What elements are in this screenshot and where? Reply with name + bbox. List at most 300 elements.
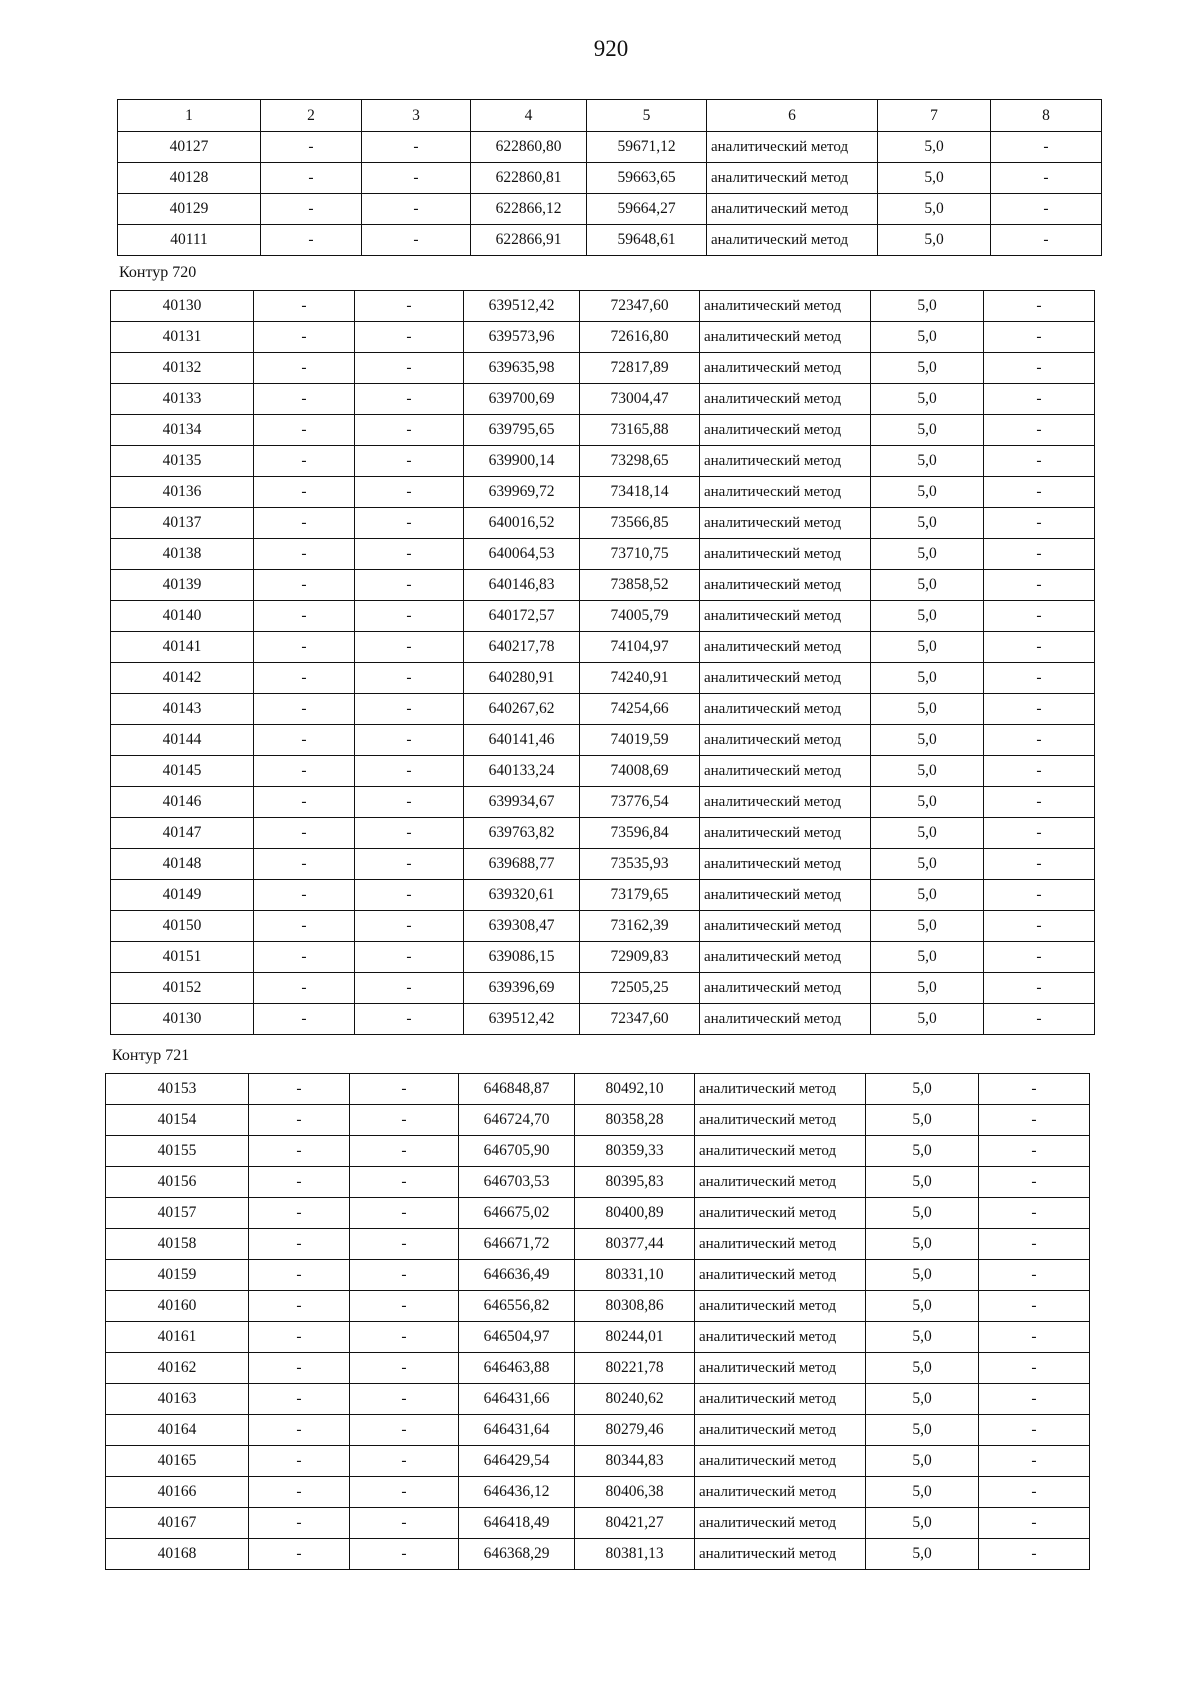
table-row — [118, 194, 1102, 225]
table-cell: 40137 — [111, 508, 254, 539]
table-cell: - — [261, 132, 362, 163]
table-cell: 5,0 — [871, 911, 984, 942]
table-cell: 40131 — [111, 322, 254, 353]
table-cell: 73776,54 — [580, 787, 700, 818]
table-cell: 646675,02 — [459, 1198, 575, 1229]
table-cell: аналитический метод — [695, 1415, 866, 1446]
table-cell: 639396,69 — [464, 973, 580, 1004]
table-cell: аналитический метод — [700, 353, 871, 384]
table-cell: аналитический метод — [700, 508, 871, 539]
table-cell: - — [979, 1136, 1090, 1167]
table-cell: - — [991, 225, 1102, 256]
table-cell: 40135 — [111, 446, 254, 477]
table-cell: 7 — [878, 100, 991, 132]
table-row — [111, 1004, 1095, 1035]
table-cell: 40111 — [118, 225, 261, 256]
table-cell: 73566,85 — [580, 508, 700, 539]
table-cell: 639969,72 — [464, 477, 580, 508]
table-cell: 59648,61 — [587, 225, 707, 256]
table-cell: 73858,52 — [580, 570, 700, 601]
table-row — [111, 632, 1095, 663]
table-row — [106, 1198, 1090, 1229]
table-cell: - — [350, 1198, 459, 1229]
table-cell: 40156 — [106, 1167, 249, 1198]
table-cell: аналитический метод — [700, 756, 871, 787]
table-cell: 40139 — [111, 570, 254, 601]
table-cell: 646431,66 — [459, 1384, 575, 1415]
table-cell: 40136 — [111, 477, 254, 508]
table-cell: 5,0 — [871, 725, 984, 756]
table-cell: 5,0 — [878, 225, 991, 256]
table-cell: 80421,27 — [575, 1508, 695, 1539]
table-cell: - — [261, 163, 362, 194]
table-cell: 8 — [991, 100, 1102, 132]
table-row — [111, 818, 1095, 849]
table-cell: 5,0 — [871, 570, 984, 601]
table-row — [106, 1353, 1090, 1384]
table-cell: 639700,69 — [464, 384, 580, 415]
table-cell: - — [254, 880, 355, 911]
table-cell: - — [249, 1074, 350, 1105]
table-cell: - — [254, 508, 355, 539]
table-cell: - — [355, 787, 464, 818]
table-body — [118, 100, 1102, 256]
table-cell: 40167 — [106, 1508, 249, 1539]
table-cell: - — [355, 477, 464, 508]
table-cell: - — [355, 911, 464, 942]
table-cell: 40165 — [106, 1446, 249, 1477]
table-cell: 622860,80 — [471, 132, 587, 163]
table-row — [111, 756, 1095, 787]
table-cell: 40166 — [106, 1477, 249, 1508]
table-cell: - — [254, 849, 355, 880]
table-cell: - — [355, 415, 464, 446]
table-cell: 5,0 — [871, 880, 984, 911]
table-cell: - — [249, 1508, 350, 1539]
table-cell: 6 — [707, 100, 878, 132]
table-cell: - — [355, 539, 464, 570]
table-cell: - — [979, 1353, 1090, 1384]
table-cell: 73004,47 — [580, 384, 700, 415]
table-cell: 72817,89 — [580, 353, 700, 384]
table-cell: аналитический метод — [700, 539, 871, 570]
table-cell: аналитический метод — [695, 1322, 866, 1353]
table-cell: 639635,98 — [464, 353, 580, 384]
table-cell: - — [249, 1446, 350, 1477]
table-cell: - — [979, 1384, 1090, 1415]
table-cell: 72347,60 — [580, 291, 700, 322]
table-cell: 80240,62 — [575, 1384, 695, 1415]
table-cell: 5,0 — [866, 1167, 979, 1198]
table-cell: 639795,65 — [464, 415, 580, 446]
table-cell: 622866,12 — [471, 194, 587, 225]
table-cell: 5,0 — [871, 663, 984, 694]
table-cell: - — [984, 601, 1095, 632]
table-cell: аналитический метод — [695, 1198, 866, 1229]
table-cell: 40129 — [118, 194, 261, 225]
table-cell: 40160 — [106, 1291, 249, 1322]
table-cell: - — [979, 1229, 1090, 1260]
table-row — [111, 973, 1095, 1004]
table-cell: аналитический метод — [700, 632, 871, 663]
table-cell: - — [979, 1260, 1090, 1291]
table-cell: - — [254, 632, 355, 663]
table-cell: аналитический метод — [700, 1004, 871, 1035]
table-row — [111, 477, 1095, 508]
table-cell: аналитический метод — [700, 570, 871, 601]
table-cell: - — [249, 1539, 350, 1570]
table-cell: 40133 — [111, 384, 254, 415]
table-cell: 5,0 — [866, 1260, 979, 1291]
table-cell: аналитический метод — [695, 1477, 866, 1508]
table-row — [106, 1167, 1090, 1198]
table-cell: 40134 — [111, 415, 254, 446]
table-cell: 74254,66 — [580, 694, 700, 725]
table-cell: 5,0 — [866, 1105, 979, 1136]
table-cell: - — [350, 1291, 459, 1322]
table-cell: 80358,28 — [575, 1105, 695, 1136]
table-cell: - — [350, 1322, 459, 1353]
table-row — [106, 1229, 1090, 1260]
table-cell: 5,0 — [866, 1508, 979, 1539]
table-cell: - — [350, 1229, 459, 1260]
table-cell: 5,0 — [871, 942, 984, 973]
table-cell: - — [355, 880, 464, 911]
table-cell: 80279,46 — [575, 1415, 695, 1446]
table-row — [111, 322, 1095, 353]
table-cell: 40149 — [111, 880, 254, 911]
table-cell: 40148 — [111, 849, 254, 880]
table-cell: - — [249, 1136, 350, 1167]
table-cell: 5,0 — [866, 1229, 979, 1260]
table-row — [111, 446, 1095, 477]
table-cell: аналитический метод — [707, 225, 878, 256]
table-cell: - — [350, 1384, 459, 1415]
table-cell: - — [350, 1167, 459, 1198]
table-cell: 40138 — [111, 539, 254, 570]
table-row — [111, 570, 1095, 601]
table-cell: 5,0 — [871, 849, 984, 880]
table-cell: 640172,57 — [464, 601, 580, 632]
table-cell: - — [984, 415, 1095, 446]
section-label-kontur-721: Контур 721 — [112, 1047, 190, 1064]
table-cell: - — [261, 225, 362, 256]
table-cell: 5,0 — [871, 291, 984, 322]
table-cell: - — [355, 384, 464, 415]
table-cell: 3 — [362, 100, 471, 132]
table-cell: 640133,24 — [464, 756, 580, 787]
table-cell: аналитический метод — [700, 415, 871, 446]
table-cell: 5 — [587, 100, 707, 132]
table-cell: - — [979, 1415, 1090, 1446]
table-cell: - — [984, 911, 1095, 942]
table-cell: - — [984, 818, 1095, 849]
table-cell: 640141,46 — [464, 725, 580, 756]
table-cell: - — [355, 446, 464, 477]
table-cell: 80492,10 — [575, 1074, 695, 1105]
table-cell: 73298,65 — [580, 446, 700, 477]
table-cell: 5,0 — [871, 539, 984, 570]
table-cell: - — [979, 1198, 1090, 1229]
table-cell: - — [979, 1508, 1090, 1539]
table-cell: 640217,78 — [464, 632, 580, 663]
table-cell: - — [979, 1477, 1090, 1508]
table-cell: 646418,49 — [459, 1508, 575, 1539]
table-row — [106, 1446, 1090, 1477]
table-cell: - — [984, 756, 1095, 787]
table-cell: - — [249, 1167, 350, 1198]
table-cell: 40155 — [106, 1136, 249, 1167]
table-cell: - — [254, 911, 355, 942]
table-cell: аналитический метод — [700, 291, 871, 322]
table-cell: - — [254, 353, 355, 384]
table-cell: - — [362, 163, 471, 194]
table-row — [106, 1260, 1090, 1291]
table-cell: - — [355, 291, 464, 322]
table-cell: 80400,89 — [575, 1198, 695, 1229]
table-cell: - — [249, 1229, 350, 1260]
table-cell: 5,0 — [871, 787, 984, 818]
table-cell: аналитический метод — [700, 725, 871, 756]
table-cell: 5,0 — [871, 973, 984, 1004]
table-cell: 40154 — [106, 1105, 249, 1136]
table-cell: - — [984, 477, 1095, 508]
table-cell: 5,0 — [878, 163, 991, 194]
table-cell: 59664,27 — [587, 194, 707, 225]
table-cell: - — [991, 194, 1102, 225]
table-row — [118, 132, 1102, 163]
table-cell: аналитический метод — [707, 163, 878, 194]
table-cell: - — [350, 1446, 459, 1477]
table-cell: - — [261, 194, 362, 225]
table-cell: 5,0 — [866, 1353, 979, 1384]
table-cell: - — [254, 570, 355, 601]
table-cell: 73179,65 — [580, 880, 700, 911]
table-body — [111, 291, 1095, 1035]
table-cell: - — [355, 632, 464, 663]
table-cell: 646368,29 — [459, 1539, 575, 1570]
table-cell: - — [254, 756, 355, 787]
table-cell: 639688,77 — [464, 849, 580, 880]
table-cell: аналитический метод — [700, 911, 871, 942]
table-cell: - — [984, 942, 1095, 973]
table-cell: 80406,38 — [575, 1477, 695, 1508]
table-cell: аналитический метод — [695, 1539, 866, 1570]
table-cell: 40130 — [111, 1004, 254, 1035]
table-cell: 646636,49 — [459, 1260, 575, 1291]
table-cell: 80359,33 — [575, 1136, 695, 1167]
table-cell: аналитический метод — [695, 1260, 866, 1291]
table-cell: 59671,12 — [587, 132, 707, 163]
table-cell: 40168 — [106, 1539, 249, 1570]
table-cell: - — [355, 601, 464, 632]
table-cell: 74008,69 — [580, 756, 700, 787]
table-cell: 80244,01 — [575, 1322, 695, 1353]
table-cell: - — [254, 539, 355, 570]
table-cell: - — [254, 291, 355, 322]
table-cell: - — [254, 322, 355, 353]
table-cell: 646436,12 — [459, 1477, 575, 1508]
table-cell: 646703,53 — [459, 1167, 575, 1198]
table-cell: 5,0 — [871, 694, 984, 725]
table-cell: - — [979, 1105, 1090, 1136]
table-row — [106, 1105, 1090, 1136]
table-cell: 5,0 — [866, 1322, 979, 1353]
coordinates-table-kontur-721 — [105, 1073, 1090, 1570]
table-cell: - — [350, 1074, 459, 1105]
table-cell: 5,0 — [866, 1477, 979, 1508]
table-cell: - — [984, 539, 1095, 570]
table-cell: 73596,84 — [580, 818, 700, 849]
table-cell: - — [254, 477, 355, 508]
table-cell: аналитический метод — [695, 1074, 866, 1105]
table-cell: 5,0 — [871, 477, 984, 508]
table-cell: - — [355, 570, 464, 601]
table-cell: 622860,81 — [471, 163, 587, 194]
table-cell: 73162,39 — [580, 911, 700, 942]
table-cell: - — [249, 1291, 350, 1322]
table-cell: 40163 — [106, 1384, 249, 1415]
table-row — [111, 539, 1095, 570]
table-cell: - — [991, 132, 1102, 163]
table-cell: - — [254, 725, 355, 756]
table-cell: 639086,15 — [464, 942, 580, 973]
table-row — [111, 663, 1095, 694]
table-cell: - — [355, 663, 464, 694]
table-cell: - — [350, 1508, 459, 1539]
table-row — [111, 725, 1095, 756]
table-cell: 5,0 — [871, 756, 984, 787]
table-cell: аналитический метод — [700, 477, 871, 508]
table-cell: 80377,44 — [575, 1229, 695, 1260]
table-cell: 5,0 — [871, 1004, 984, 1035]
table-cell: 1 — [118, 100, 261, 132]
table-cell: 40132 — [111, 353, 254, 384]
table-cell: 2 — [261, 100, 362, 132]
table-cell: - — [254, 818, 355, 849]
table-cell: 5,0 — [871, 508, 984, 539]
table-cell: 40147 — [111, 818, 254, 849]
table-row — [106, 1322, 1090, 1353]
table-cell: 646705,90 — [459, 1136, 575, 1167]
table-cell: 646504,97 — [459, 1322, 575, 1353]
table-row — [111, 787, 1095, 818]
table-cell: 639934,67 — [464, 787, 580, 818]
table-cell: - — [350, 1477, 459, 1508]
coordinates-table-kontur-720 — [110, 290, 1095, 1035]
table-cell: - — [984, 1004, 1095, 1035]
table-cell: 80381,13 — [575, 1539, 695, 1570]
table-cell: - — [355, 508, 464, 539]
table-cell: 73418,14 — [580, 477, 700, 508]
table-cell: 639320,61 — [464, 880, 580, 911]
table-cell: - — [254, 1004, 355, 1035]
table-cell: 622866,91 — [471, 225, 587, 256]
table-row — [111, 694, 1095, 725]
table-cell: - — [362, 225, 471, 256]
table-cell: 40161 — [106, 1322, 249, 1353]
table-cell: - — [984, 570, 1095, 601]
table-cell: 639573,96 — [464, 322, 580, 353]
table-cell: - — [355, 756, 464, 787]
table-cell: 40158 — [106, 1229, 249, 1260]
table-cell: 5,0 — [866, 1074, 979, 1105]
table-cell: 5,0 — [866, 1198, 979, 1229]
table-cell: - — [979, 1322, 1090, 1353]
table-cell: аналитический метод — [700, 694, 871, 725]
table-row — [111, 508, 1095, 539]
table-cell: 5,0 — [871, 384, 984, 415]
table-cell: 5,0 — [866, 1291, 979, 1322]
table-cell: - — [355, 694, 464, 725]
table-cell: 40146 — [111, 787, 254, 818]
table-cell: аналитический метод — [700, 880, 871, 911]
table-cell: аналитический метод — [700, 787, 871, 818]
table-cell: - — [355, 353, 464, 384]
table-cell: - — [249, 1105, 350, 1136]
table-cell: 74104,97 — [580, 632, 700, 663]
table-cell: 80344,83 — [575, 1446, 695, 1477]
table-cell: - — [254, 601, 355, 632]
table-cell: - — [350, 1260, 459, 1291]
table-row — [118, 225, 1102, 256]
table-cell: - — [355, 1004, 464, 1035]
table-cell: - — [979, 1446, 1090, 1477]
table-cell: аналитический метод — [695, 1508, 866, 1539]
table-cell: 5,0 — [866, 1384, 979, 1415]
table-cell: - — [254, 942, 355, 973]
table-cell: - — [249, 1477, 350, 1508]
table-cell: аналитический метод — [695, 1291, 866, 1322]
table-row — [111, 911, 1095, 942]
table-cell: 72505,25 — [580, 973, 700, 1004]
table-cell: 74005,79 — [580, 601, 700, 632]
table-cell: 80395,83 — [575, 1167, 695, 1198]
table-row — [111, 880, 1095, 911]
table-cell: 40128 — [118, 163, 261, 194]
table-cell: - — [355, 725, 464, 756]
table-cell: - — [350, 1353, 459, 1384]
table-cell: - — [984, 446, 1095, 477]
table-cell: - — [249, 1353, 350, 1384]
table-cell: - — [355, 849, 464, 880]
table-cell: - — [362, 194, 471, 225]
table-cell: 5,0 — [871, 632, 984, 663]
table-cell: - — [984, 880, 1095, 911]
table-cell: 646429,54 — [459, 1446, 575, 1477]
table-cell: 5,0 — [866, 1446, 979, 1477]
table-cell: 5,0 — [878, 194, 991, 225]
table-cell: 640016,52 — [464, 508, 580, 539]
table-cell: 646671,72 — [459, 1229, 575, 1260]
table-cell: - — [249, 1415, 350, 1446]
table-cell: 639308,47 — [464, 911, 580, 942]
table-cell: аналитический метод — [700, 601, 871, 632]
table-cell: 40152 — [111, 973, 254, 1004]
table-cell: 646431,64 — [459, 1415, 575, 1446]
table-cell: 40151 — [111, 942, 254, 973]
table-cell: - — [355, 818, 464, 849]
table-cell: аналитический метод — [695, 1446, 866, 1477]
table-cell: 40127 — [118, 132, 261, 163]
table-cell: - — [249, 1198, 350, 1229]
table-row — [106, 1508, 1090, 1539]
table-cell: 5,0 — [871, 415, 984, 446]
table-cell: аналитический метод — [695, 1229, 866, 1260]
table-cell: 5,0 — [866, 1136, 979, 1167]
header-row — [118, 100, 1102, 132]
table-cell: - — [249, 1322, 350, 1353]
